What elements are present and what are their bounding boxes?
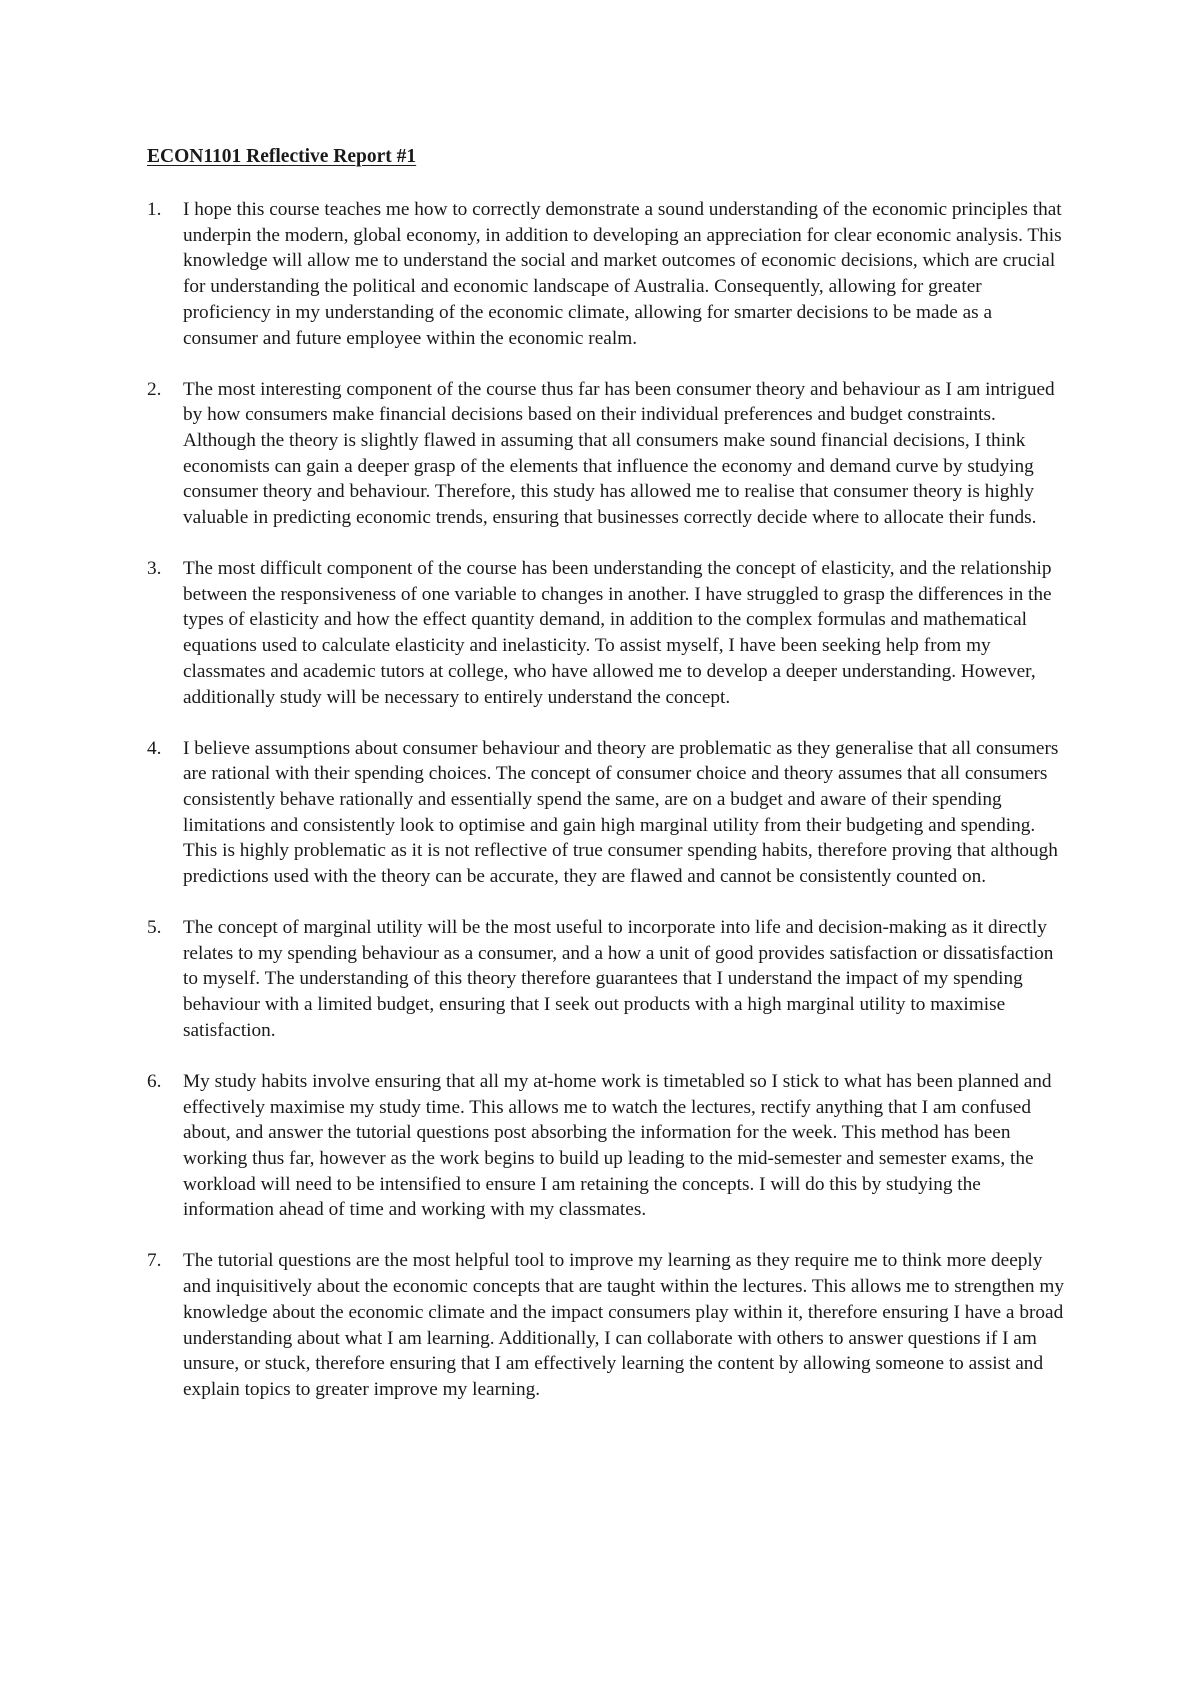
item-text: The tutorial questions are the most helpful tool to improve my learning as they require me to think more deeply and inquisitively about the economic concepts that are taught within the lectures. This allows me to strengthen my knowledge about the economic climate and the impact consumers play within it, therefore ensuring I have a broad understanding about what I am learning. Additionally, I can collaborate with others to answer questions if I am unsure, or stuck, therefore ensuring that I am effectively learning the content by allowing someone to assist and explain topics to greater improve my learning. [183, 1250, 1065, 1400]
item-number: 7. [147, 1250, 162, 1272]
list-item [147, 556, 1067, 710]
document-title: ECON1101 Reflective Report #1 [147, 146, 417, 167]
list-item [147, 377, 1067, 531]
item-number: 1. [147, 199, 162, 220]
item-text: The concept of marginal utility will be the most useful to incorporate into life and decision-making as it directly relates to my spending behaviour as a consumer, and a how a unit of good provides satisfaction or dissatisfaction to myself. The understanding of this theory therefore guarantees that I understand the impact of my spending behaviour with a limited budget, ensuring that I seek out products with a high marginal utility to maximise satisfaction. [183, 917, 1054, 1041]
list-item [147, 1069, 1067, 1223]
item-number: 4. [147, 737, 162, 759]
list-item [147, 736, 1067, 890]
item-number: 3. [147, 558, 162, 580]
list-item [147, 1248, 1067, 1402]
list-item [147, 915, 1067, 1044]
item-text: My study habits involve ensuring that all my at-home work is timetabled so I stick to what has been planned and effectively maximise my study time. This allows me to watch the lectures, rectify anything that I am confused about, and answer the tutorial questions post absorbing the information for the week. This method has been working thus far, however as the work begins to build up leading to the mid-semester and semester exams, the workload will need to be intensified to ensure I am retaining the concepts. I will do this by studying the information ahead of time and working with my classmates. [183, 1070, 1052, 1221]
list-item [147, 197, 1067, 351]
item-text: I believe assumptions about consumer behaviour and theory are problematic as they generalise that all consumers are rational with their spending choices. The concept of consumer choice and theory assumes that all consumers consistently behave rationally and essentially spend the same, are on a budget and aware of their spending limitations and consistently look to optimise and gain high marginal utility from their budgeting and spending. This is highly problematic as it is not reflective of true consumer spending habits, therefore proving that although predictions used with the theory can be accurate, they are flawed and cannot be consistently counted on. [183, 737, 1059, 888]
item-number: 6. [147, 1070, 162, 1092]
item-number: 5. [147, 917, 162, 939]
item-number: 2. [147, 378, 162, 400]
item-text: The most difficult component of the course has been understanding the concept of elasticity, and the relationship between the responsiveness of one variable to changes in another. I have struggled to grasp the differences in the types of elasticity and how the effect quantity demand, in addition to the complex formulas and mathematical equations used to calculate elasticity and inelasticity. To assist myself, I have been seeking help from my classmates and academic tutors at college, who have allowed me to develop a deeper understanding. However, additionally study will be necessary to entirely understand the concept. [183, 558, 1052, 708]
reflection-list [147, 197, 1067, 1428]
item-text: I hope this course teaches me how to correctly demonstrate a sound understanding of the economic principles that underpin the modern, global economy, in addition to developing an appreciation for clear economic analysis. This knowledge will allow me to understand the social and market outcomes of economic decisions, which are crucial for understanding the political and economic landscape of Australia. Consequently, allowing for greater proficiency in my understanding of the economic climate, allowing for smarter decisions to be made as a consumer and future employee within the economic realm. [183, 199, 1062, 349]
item-text: The most interesting component of the course thus far has been consumer theory and behaviour as I am intrigued by how consumers make financial decisions based on their individual preferences and budget constraints. Although the theory is slightly flawed in assuming that all consumers make sound financial decisions, I think economists can gain a deeper grasp of the elements that influence the economy and demand curve by studying consumer theory and behaviour. Therefore, this study has allowed me to realise that consumer theory is highly valuable in predicting economic trends, ensuring that businesses correctly decide where to allocate their funds. [183, 378, 1055, 529]
